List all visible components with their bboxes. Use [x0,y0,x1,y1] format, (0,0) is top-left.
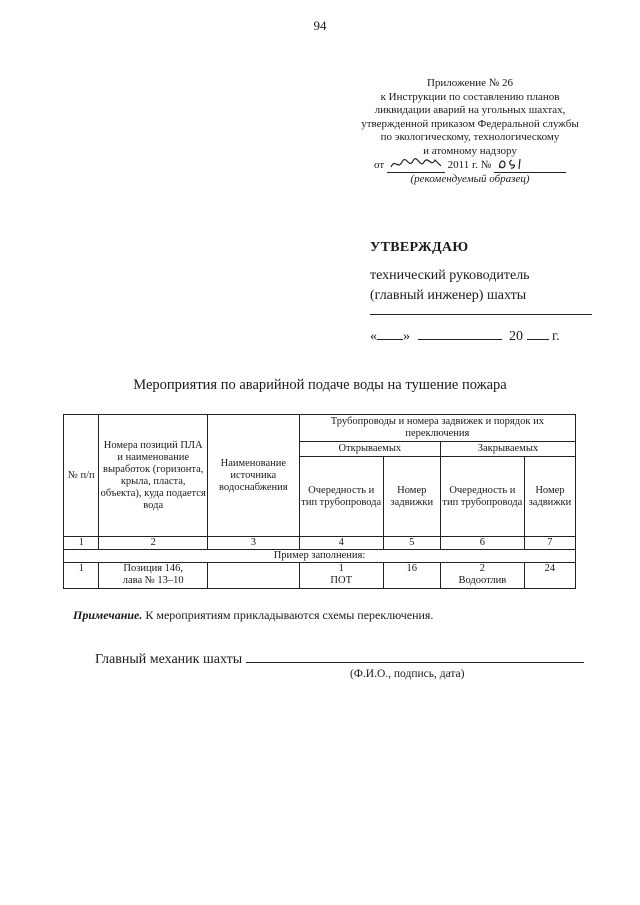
col-number: 4 [299,537,383,550]
day-blank [377,326,403,340]
header-source: Наименование источника водоснабжения [207,415,299,537]
date-quote-open: « [370,329,377,344]
col-number: 5 [383,537,440,550]
appendix-date-line [340,159,600,173]
header-open-order-type: Очередность и тип трубопровода [299,457,383,537]
handwritten-date [387,160,445,173]
appendix-line: ликвидации аварий на угольных шахтах, [374,104,566,116]
chief-mechanic-line [95,648,584,668]
example-close-valve: 24 [524,563,575,589]
approval-date [370,326,560,345]
sample-note: (рекомендуемый образец) [410,172,530,185]
year-blank [527,326,549,340]
example-no: 1 [64,563,99,589]
example-close-order: 2 [479,563,485,574]
date-prefix: от [373,159,385,171]
header-pipelines: Трубопроводы и номера задвижек и порядок их переключения [299,415,575,442]
approver-role-line: (главный инженер) шахты [370,288,527,303]
appendix-line: и атомному надзору [423,144,517,157]
example-position-line: лава № 13–10 [122,575,184,586]
handwritten-order-number [494,160,566,173]
note-text: К мероприятиям прикладываются схемы переключения. [142,608,434,622]
header-opened: Открываемых [299,442,440,457]
note [73,608,433,623]
handwriting-number-icon [496,156,536,172]
date-quote-close: » [403,329,410,344]
example-open-valve: 16 [383,563,440,589]
appendix-line: Приложение № 26 [426,77,514,89]
header-open-valve: Номер задвижки [383,457,440,537]
note-label: Примечание. [73,608,143,622]
year-suffix: г. [552,329,560,344]
example-label: Пример заполнения: [64,550,576,563]
header-close-valve: Номер задвижки [524,457,575,537]
example-position-line: Позиция 146, [123,563,184,574]
col-number: 7 [524,537,575,550]
header-no: № п/п [64,415,99,537]
col-number: 3 [207,537,299,550]
handwriting-scribble-icon [389,156,443,172]
chief-mechanic-signature-line [246,648,584,663]
appendix-header [340,77,600,186]
example-close-type: Водоотлив [458,575,507,586]
page-number: 94 [313,18,327,33]
approval-heading: УТВЕРЖДАЮ [370,240,469,255]
month-blank [418,326,502,340]
example-position [99,563,207,589]
approver-role-line: технический руководитель [370,268,530,283]
document-title: Мероприятия по аварийной подаче воды на тушение пожара [133,377,507,393]
measures-table [63,414,576,589]
signature-caption: (Ф.И.О., подпись, дата) [350,668,465,680]
header-close-order-type: Очередность и тип трубопровода [440,457,524,537]
date-year-number-label: 2011 г. № [447,159,492,171]
header-closed: Закрываемых [440,442,575,457]
header-positions: Номера позиций ПЛА и наименование выработок (горизонта, крыла, пласта, объекта), куда подается вода [99,415,207,537]
example-open-order-type [299,563,383,589]
appendix-line: по экологическому, технологическому [380,131,560,143]
col-number: 2 [99,537,207,550]
example-open-type: ПОТ [330,575,352,586]
example-open-order: 1 [338,563,344,574]
example-source [207,563,299,589]
approver-role [370,266,600,306]
example-close-order-type [440,563,524,589]
approver-signature-line [370,314,592,315]
chief-mechanic-label: Главный механик шахты [95,652,243,667]
col-number: 1 [64,537,99,550]
appendix-line: к Инструкции по составлению планов [380,90,560,103]
year-prefix: 20 [509,329,523,344]
table-row [64,563,576,589]
col-number: 6 [440,537,524,550]
appendix-line: утвержденной приказом Федеральной службы [361,117,579,130]
